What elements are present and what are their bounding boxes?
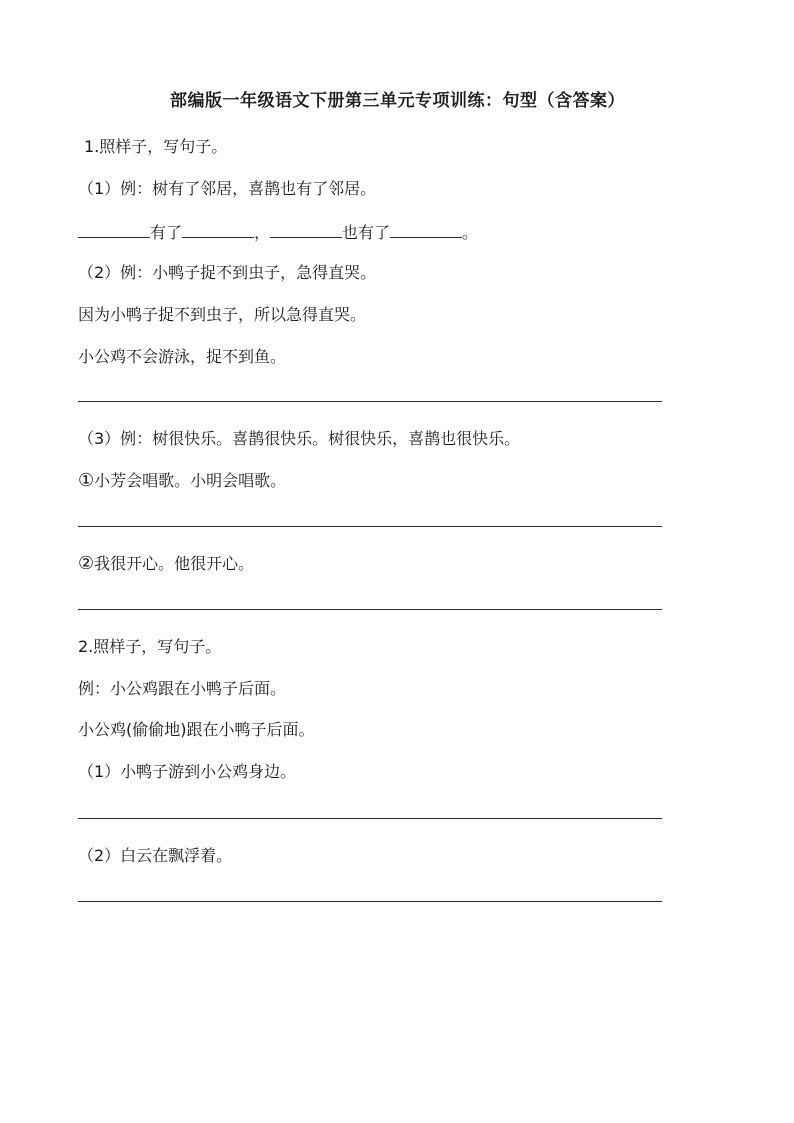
- fill-text: ，: [254, 223, 271, 242]
- answer-line[interactable]: [78, 818, 662, 819]
- q1-2-prompt: 小公鸡不会游泳，捉不到鱼。: [78, 347, 287, 366]
- fill-blank[interactable]: [390, 220, 462, 238]
- q1-1-example: （1）例：树有了邻居，喜鹊也有了邻居。: [78, 179, 377, 198]
- q2-2-prompt: （2）白云在飘浮着。: [78, 846, 233, 865]
- q1-1-fill-in-row: [78, 220, 478, 244]
- fill-text: 也有了: [342, 223, 391, 242]
- section-1-heading: 1.照样子，写句子。: [84, 137, 228, 156]
- q2-example: 例：小公鸡跟在小鸭子后面。: [78, 679, 287, 698]
- q1-2-converted: 因为小鸭子捉不到虫子，所以急得直哭。: [78, 305, 367, 324]
- item-text: 小芳会唱歌。小明会唱歌。: [94, 471, 287, 490]
- fill-blank[interactable]: [78, 220, 150, 238]
- q2-example-result: 小公鸡(偷偷地)跟在小鸭子后面。: [78, 720, 315, 739]
- item-marker: ①: [78, 470, 95, 491]
- q1-2-example: （2）例：小鸭子捉不到虫子，急得直哭。: [78, 263, 377, 282]
- q1-3-example: （3）例：树很快乐。喜鹊很快乐。树很快乐，喜鹊也很快乐。: [78, 429, 521, 448]
- section-2-heading: 2.照样子，写句子。: [78, 637, 222, 656]
- answer-line[interactable]: [78, 401, 662, 402]
- item-marker: ②: [78, 553, 95, 574]
- answer-line[interactable]: [78, 901, 662, 902]
- fill-blank[interactable]: [182, 220, 254, 238]
- q2-1-prompt: （1）小鸭子游到小公鸡身边。: [78, 762, 297, 781]
- fill-text: 有了: [150, 223, 183, 242]
- answer-line[interactable]: [78, 526, 662, 527]
- fill-blank[interactable]: [270, 220, 342, 238]
- item-text: 我很开心。他很开心。: [94, 554, 255, 573]
- q1-3-item-1: [78, 470, 286, 492]
- answer-line[interactable]: [78, 609, 662, 610]
- fill-text: 。: [462, 223, 479, 242]
- q1-3-item-2: [78, 553, 254, 575]
- page-title: 部编版一年级语文下册第三单元专项训练：句型（含答案）: [170, 91, 625, 111]
